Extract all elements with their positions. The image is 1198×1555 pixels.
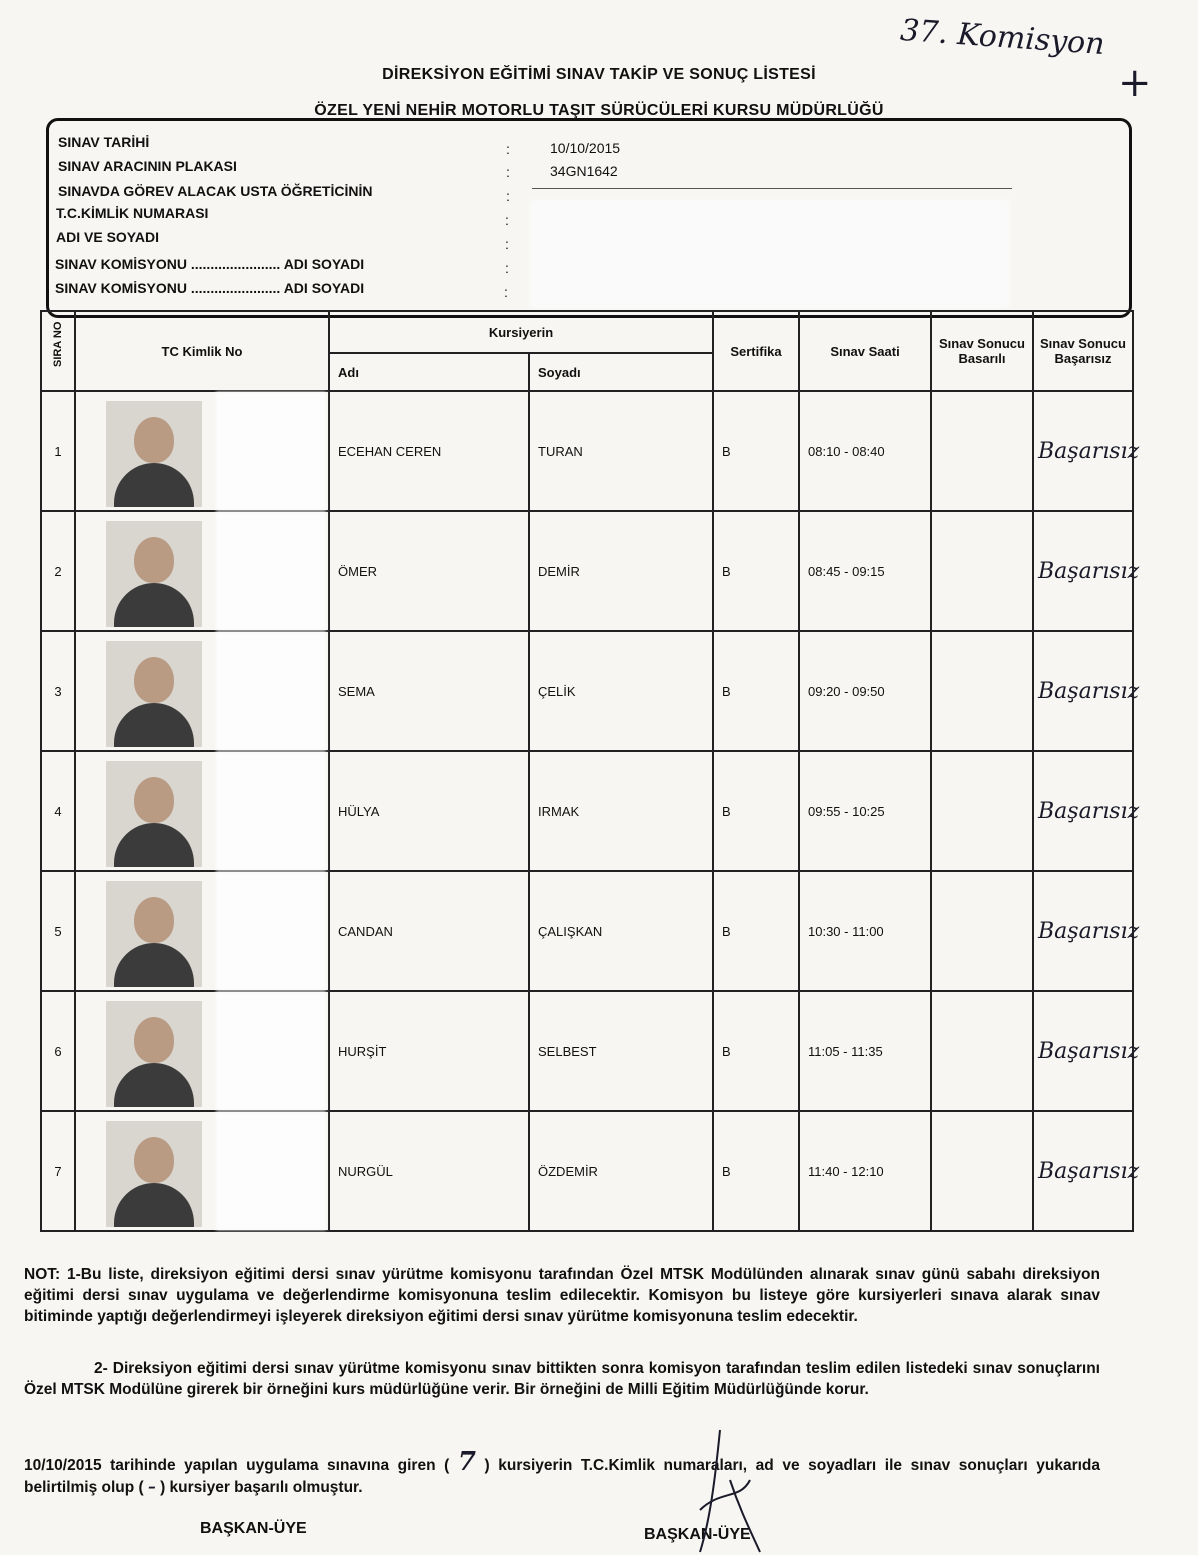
photo-head xyxy=(134,777,174,823)
photo-head xyxy=(134,1017,174,1063)
candidate-photo xyxy=(106,881,202,987)
result-passed xyxy=(931,991,1033,1111)
certificate: B xyxy=(713,751,799,871)
table-row xyxy=(41,991,1133,1111)
photo-head xyxy=(134,1137,174,1183)
exam-time: 09:55 - 10:25 xyxy=(799,751,931,871)
basarili-header: Sınav Sonucu Basarılı xyxy=(931,311,1033,391)
first-name: NURGÜL xyxy=(329,1111,529,1231)
result-failed: Başarısız xyxy=(1033,751,1133,871)
note-2: 2- Direksiyon eğitimi dersi sınav yürütme komisyonu sınav bittikten sonra komisyon tarafından teslim edilen listedeki sınav sonuçlarını Özel MTSK Modülüne girerek bir örneğini kurs müdürlüğüne verir. Bir örneğini de Milli Eğitim Müdürlüğünde korur. xyxy=(24,1360,1100,1398)
certificate: B xyxy=(713,631,799,751)
note-1: NOT: 1-Bu liste, direksiyon eğitimi dersi sınav yürütme komisyonu tarafından Özel MTSK Modülünden alınarak sınav günü sabahı direksiyon eğitimi dersi sınav uygulama ve değerlendirme komisyonuna teslim edilecektir. Komisyon bu listeye göre kursiyerleri sınava alarak sınav bitiminde yaptığı değerlendirmeyi işleyerek direksiyon eğitimi dersi sınav yürütme komisyonuna teslim edecektir. xyxy=(24,1266,1100,1325)
redacted-tc xyxy=(216,752,326,870)
last-name: DEMİR xyxy=(529,511,713,631)
table-row xyxy=(41,871,1133,991)
exam-time: 11:40 - 12:10 xyxy=(799,1111,931,1231)
corner-handwritten-note: 37. Komisyon xyxy=(899,12,1106,63)
certificate: B xyxy=(713,391,799,511)
last-name: SELBEST xyxy=(529,991,713,1111)
first-name: CANDAN xyxy=(329,871,529,991)
instructor-underline xyxy=(532,188,1012,189)
instructor-label: SINAVDA GÖREV ALACAK USTA ÖĞRETİCİNİN xyxy=(58,183,373,199)
exam-time: 11:05 - 11:35 xyxy=(799,991,931,1111)
sira-no-header: SIRA NO xyxy=(41,311,75,391)
corner-mark: + xyxy=(1118,60,1152,106)
exam-time: 10:30 - 11:00 xyxy=(799,871,931,991)
tc-label: T.C.KİMLİK NUMARASI xyxy=(56,205,209,221)
redacted-tc xyxy=(216,632,326,750)
photo-head xyxy=(134,657,174,703)
result-failed: Başarısız xyxy=(1033,631,1133,751)
photo-body xyxy=(114,463,194,507)
row-number: 2 xyxy=(41,511,75,631)
summary-part1: 10/10/2015 tarihinde yapılan uygulama sınavına giren ( xyxy=(24,1457,450,1474)
photo-body xyxy=(114,943,194,987)
photo-body xyxy=(114,1183,194,1227)
colon: : xyxy=(506,164,510,180)
row-number: 6 xyxy=(41,991,75,1111)
redacted-tc xyxy=(216,992,326,1110)
last-name: IRMAK xyxy=(529,751,713,871)
table-row xyxy=(41,631,1133,751)
result-passed xyxy=(931,391,1033,511)
handwritten-signature xyxy=(640,1420,840,1555)
redacted-area xyxy=(530,200,1010,308)
first-name: ÖMER xyxy=(329,511,529,631)
last-name: ÇELİK xyxy=(529,631,713,751)
result-passed xyxy=(931,631,1033,751)
redacted-tc xyxy=(216,512,326,630)
basarisiz-header: Sınav Sonucu Başarısız xyxy=(1033,311,1133,391)
tc-photo-cell xyxy=(75,631,329,751)
colon: : xyxy=(505,236,509,252)
summary-part2: ) kursiyerin T.C.Kimlik numaraları, ad ve soyadları ile sınav sonuçları yukarıda belirtilmiş olup ( xyxy=(24,1457,1101,1496)
candidate-photo xyxy=(106,521,202,627)
result-passed xyxy=(931,511,1033,631)
result-failed: Başarısız xyxy=(1033,991,1133,1111)
table-row xyxy=(41,751,1133,871)
candidate-photo xyxy=(106,401,202,507)
exam-date-value: 10/10/2015 xyxy=(550,140,621,156)
first-name: SEMA xyxy=(329,631,529,751)
tc-photo-cell xyxy=(75,871,329,991)
saat-header: Sınav Saati xyxy=(799,311,931,391)
photo-body xyxy=(114,823,194,867)
summary-text xyxy=(24,1447,1101,1498)
commission2-label: SINAV KOMİSYONU ....................... ADI SOYADI xyxy=(55,280,365,296)
row-number: 4 xyxy=(41,751,75,871)
row-number: 7 xyxy=(41,1111,75,1231)
result-passed xyxy=(931,751,1033,871)
redacted-tc xyxy=(216,872,326,990)
result-failed: Başarısız xyxy=(1033,1111,1133,1231)
tc-photo-cell xyxy=(75,1111,329,1231)
commission1-label: SINAV KOMİSYONU ....................... ADI SOYADI xyxy=(55,256,365,272)
photo-head xyxy=(134,537,174,583)
colon: : xyxy=(506,188,510,204)
plate-label: SINAV ARACININ PLAKASI xyxy=(58,158,237,174)
signature-right-label: BAŞKAN-ÜYE xyxy=(644,1526,751,1543)
adi-header: Adı xyxy=(329,353,529,391)
name-label: ADI VE SOYADI xyxy=(56,229,159,245)
colon: : xyxy=(504,284,508,300)
soyadi-header: Soyadı xyxy=(529,353,713,391)
first-name: ECEHAN CEREN xyxy=(329,391,529,511)
tc-header: TC Kimlik No xyxy=(75,311,329,391)
result-failed: Başarısız xyxy=(1033,391,1133,511)
photo-body xyxy=(114,703,194,747)
row-number: 3 xyxy=(41,631,75,751)
document-title: DİREKSİYON EĞİTİMİ SINAV TAKİP VE SONUÇ LİSTESİ xyxy=(382,66,816,83)
row-number: 1 xyxy=(41,391,75,511)
redacted-tc xyxy=(216,392,326,510)
colon: : xyxy=(505,212,509,228)
candidate-photo xyxy=(106,641,202,747)
photo-body xyxy=(114,583,194,627)
candidate-table xyxy=(40,310,1140,1232)
exam-time: 09:20 - 09:50 xyxy=(799,631,931,751)
result-passed xyxy=(931,871,1033,991)
redacted-tc xyxy=(216,1112,326,1230)
certificate: B xyxy=(713,1111,799,1231)
first-name: HURŞİT xyxy=(329,991,529,1111)
summary-part3: ) kursiyer başarılı olmuştur. xyxy=(160,1479,363,1496)
tc-photo-cell xyxy=(75,511,329,631)
sertifika-header: Sertifika xyxy=(713,311,799,391)
plate-value: 34GN1642 xyxy=(550,163,618,179)
exam-time: 08:45 - 09:15 xyxy=(799,511,931,631)
exam-date-label: SINAV TARİHİ xyxy=(58,134,150,150)
candidate-photo xyxy=(106,1121,202,1227)
candidate-photo xyxy=(106,761,202,867)
last-name: ÇALIŞKAN xyxy=(529,871,713,991)
tc-photo-cell xyxy=(75,751,329,871)
last-name: TURAN xyxy=(529,391,713,511)
first-name: HÜLYA xyxy=(329,751,529,871)
table-row xyxy=(41,511,1133,631)
signature-left-label: BAŞKAN-ÜYE xyxy=(200,1520,307,1537)
colon: : xyxy=(505,260,509,276)
result-failed: Başarısız xyxy=(1033,511,1133,631)
table-row xyxy=(41,391,1133,511)
result-passed xyxy=(931,1111,1033,1231)
certificate: B xyxy=(713,991,799,1111)
certificate: B xyxy=(713,871,799,991)
last-name: ÖZDEMİR xyxy=(529,1111,713,1231)
row-number: 5 xyxy=(41,871,75,991)
photo-body xyxy=(114,1063,194,1107)
summary-count: 7 xyxy=(457,1447,476,1477)
exam-time: 08:10 - 08:40 xyxy=(799,391,931,511)
tc-photo-cell xyxy=(75,991,329,1111)
kursiyerin-header: Kursiyerin xyxy=(329,311,713,353)
photo-head xyxy=(134,417,174,463)
table-row xyxy=(41,1111,1133,1231)
certificate: B xyxy=(713,511,799,631)
summary-passed: – xyxy=(148,1477,156,1496)
colon: : xyxy=(506,141,510,157)
photo-head xyxy=(134,897,174,943)
candidate-photo xyxy=(106,1001,202,1107)
tc-photo-cell xyxy=(75,391,329,511)
document-subtitle: ÖZEL YENİ NEHİR MOTORLU TAŞIT SÜRÜCÜLERİ KURSU MÜDÜRLÜĞÜ xyxy=(314,102,884,119)
result-failed: Başarısız xyxy=(1033,871,1133,991)
